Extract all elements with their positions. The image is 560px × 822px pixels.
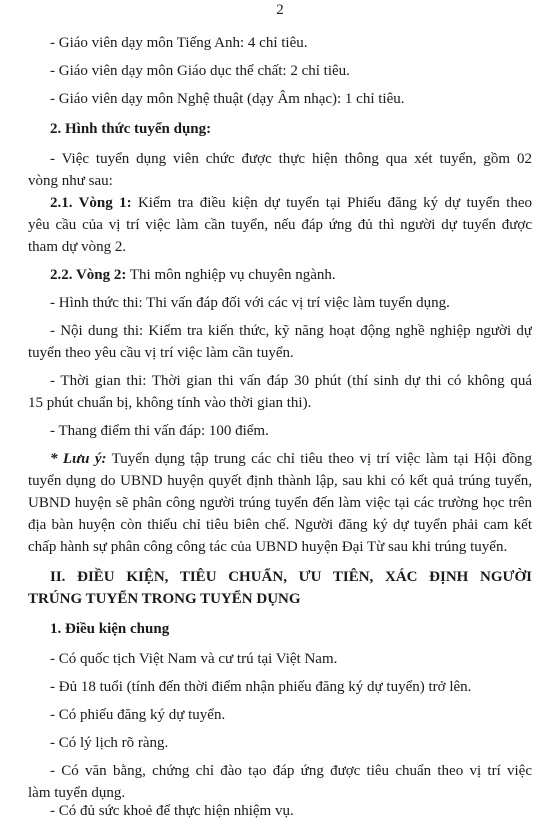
chapter-heading: II. ĐIỀU KIỆN, TIÊU CHUẨN, ƯU TIÊN, XÁC ĐỊNH NGƯỜI: [50, 569, 532, 585]
paragraph-line: 15 phút chuẩn bị, không tính vào thời gian thi).: [28, 395, 312, 411]
chapter-heading-cont: TRÚNG TUYỂN TRONG TUYỂN DỤNG: [28, 591, 301, 607]
quota-english: - Giáo viên dạy môn Tiếng Anh: 4 chỉ tiêu.: [50, 35, 308, 51]
exam-content: - Nội dung thi: Kiểm tra kiến thức, kỹ năng hoạt động nghề nghiệp người dự: [50, 323, 532, 339]
condition-application-form: - Có phiếu đăng ký dự tuyển.: [50, 707, 226, 723]
note-line: [50, 448, 532, 470]
round-two-text: Thi môn nghiệp vụ chuyên ngành.: [126, 267, 336, 283]
condition-background: - Có lý lịch rõ ràng.: [50, 735, 169, 751]
paragraph-line: làm tuyển dụng.: [28, 785, 126, 801]
page-number: 2: [276, 2, 284, 18]
exam-score-scale: - Thang điểm thi vấn đáp: 100 điểm.: [50, 423, 269, 439]
condition-health: - Có đủ sức khoẻ để thực hiện nhiệm vụ.: [50, 803, 294, 819]
paragraph-line: tuyển dụng do UBND huyện quyết định thành lập, sau khi có kết quả trúng tuyển,: [28, 473, 532, 489]
paragraph-line: yêu cầu của vị trí việc làm cần tuyển, nếu đáp ứng đủ thì người dự tuyển được: [28, 217, 532, 233]
round-two-line: [50, 264, 532, 286]
paragraph-line: tham dự vòng 2.: [28, 239, 127, 255]
paragraph-line: chấp hành sự phân công công tác của UBND huyện Đại Từ sau khi trúng tuyển.: [28, 539, 508, 555]
paragraph-line: - Việc tuyển dụng viên chức được thực hiện thông qua xét tuyển, gồm 02: [50, 151, 532, 167]
note-text: Tuyển dụng tập trung các chỉ tiêu theo vị trí việc làm tại Hội đồng: [106, 451, 532, 467]
round-one-line: [50, 192, 532, 214]
quota-physical-education: - Giáo viên dạy môn Giáo dục thể chất: 2 chỉ tiêu.: [50, 63, 350, 79]
round-one-label: 2.1. Vòng 1:: [50, 195, 132, 211]
paragraph-line: tuyển theo yêu cầu vị trí việc làm cần tuyển.: [28, 345, 294, 361]
paragraph-line: UBND huyện sẽ phân công người trúng tuyển đến làm việc tại các trường học trên: [28, 495, 532, 511]
round-two-label: 2.2. Vòng 2:: [50, 267, 127, 283]
exam-time: - Thời gian thi: Thời gian thi vấn đáp 30 phút (thí sinh dự thi có không quá: [50, 373, 532, 389]
condition-age: - Đủ 18 tuổi (tính đến thời điểm nhận phiếu đăng ký dự tuyển) trở lên.: [50, 679, 472, 695]
condition-nationality: - Có quốc tịch Việt Nam và cư trú tại Việt Nam.: [50, 651, 338, 667]
note-label: * Lưu ý:: [50, 451, 107, 467]
condition-qualifications: - Có văn bằng, chứng chỉ đào tạo đáp ứng được tiêu chuẩn theo vị trí việc: [50, 763, 532, 779]
section-heading-general-conditions: 1. Điều kiện chung: [50, 621, 170, 637]
round-one-text: Kiểm tra điều kiện dự tuyển tại Phiếu đăng ký dự tuyển theo: [131, 195, 532, 211]
section-heading-recruitment-form: 2. Hình thức tuyển dụng:: [50, 121, 212, 137]
paragraph-line: địa bàn huyện còn thiếu chỉ tiêu biên chế. Người đăng ký dự tuyển phải cam kết: [28, 517, 532, 533]
paragraph-line: vòng như sau:: [28, 173, 113, 189]
exam-form: - Hình thức thi: Thi vấn đáp đối với các vị trí việc làm tuyển dụng.: [50, 295, 450, 311]
quota-music: - Giáo viên dạy môn Nghệ thuật (dạy Âm nhạc): 1 chỉ tiêu.: [50, 91, 405, 107]
